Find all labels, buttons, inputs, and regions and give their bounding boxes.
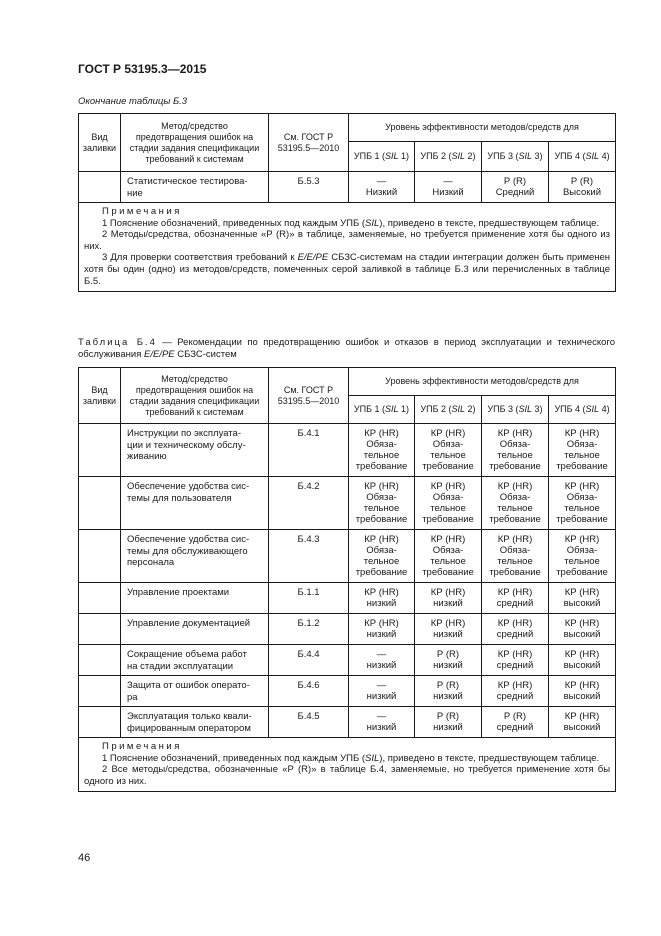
table-row (79, 583, 616, 614)
method-cell: Управление проектами (121, 583, 269, 614)
fill-cell (79, 172, 121, 203)
ref-cell: Б.4.6 (269, 676, 349, 707)
value-cell: КР (HR) средний (482, 676, 549, 707)
value-cell: КР (HR) высокий (549, 583, 616, 614)
header-fill: Вид заливки (79, 114, 121, 172)
value-cell: КР (HR) Обяза- тельное требование (549, 424, 616, 477)
table-row (79, 614, 616, 645)
value-cell: КР (HR) Обяза- тельное требование (549, 530, 616, 583)
table-row (79, 424, 616, 477)
page-number: 46 (78, 852, 91, 864)
header-method: Метод/средство предотвращения ошибок на стадии задания спецификации требований к системам (121, 114, 269, 172)
value-cell: КР (HR) Обяза- тельное требование (415, 477, 482, 530)
value-cell: КР (HR) низкий (349, 614, 415, 645)
method-cell: Статистическое тестирова- ние (121, 172, 269, 203)
header-levels-group: Уровень эффективности методов/средств для (349, 368, 616, 396)
note-3: 3 Для проверки соответствия требований к Е/Е/РЕ СБЗС-системам на стадии интеграции должен быть применен хотя бы один (одно) из методов/средств, помеченных серой заливкой в таблице Б.3 или перечисленных в таблице Б.5. (84, 252, 611, 287)
ref-cell: Б.4.1 (269, 424, 349, 477)
header-level-1: УПБ 1 (SIL 1) (349, 396, 415, 424)
value-cell: Р (R) Высокий (549, 172, 616, 203)
notes-heading: Примечания (102, 206, 182, 217)
table-row (79, 530, 616, 583)
value-cell: КР (HR) средний (482, 583, 549, 614)
value-cell: КР (HR) Обяза- тельное требование (482, 477, 549, 530)
header-fill: Вид заливки (79, 368, 121, 424)
method-cell: Управление документацией (121, 614, 269, 645)
value-cell: КР (HR) Обяза- тельное требование (349, 477, 415, 530)
ref-cell: Б.1.1 (269, 583, 349, 614)
table-row (79, 676, 616, 707)
method-cell: Защита от ошибок операто- ра (121, 676, 269, 707)
header-level-2: УПБ 2 (SIL 2) (415, 142, 482, 172)
value-cell: Р (R) средний (482, 707, 549, 738)
value-cell: КР (HR) низкий (349, 583, 415, 614)
value-cell: Р (R) Средний (482, 172, 549, 203)
value-cell: — низкий (349, 645, 415, 676)
document-title: ГОСТ Р 53195.3—2015 (78, 62, 207, 76)
value-cell: КР (HR) Обяза- тельное требование (549, 477, 616, 530)
value-cell: КР (HR) Обяза- тельное требование (349, 530, 415, 583)
table-b3-end (78, 113, 616, 292)
header-level-3: УПБ 3 (SIL 3) (482, 142, 549, 172)
header-level-4: УПБ 4 (SIL 4) (549, 396, 616, 424)
value-cell: КР (HR) Обяза- тельное требование (415, 424, 482, 477)
method-cell: Обеспечение удобства сис- темы для пользователя (121, 477, 269, 530)
header-level-4: УПБ 4 (SIL 4) (549, 142, 616, 172)
fill-cell (79, 707, 121, 738)
header-levels-group: Уровень эффективности методов/средств для (349, 114, 616, 142)
header-level-2: УПБ 2 (SIL 2) (415, 396, 482, 424)
value-cell: КР (HR) высокий (549, 614, 616, 645)
table-b4-caption: Таблица Б.4 — Рекомендации по предотвращению ошибок и отказов в период эксплуатации и технического обслуживания Е/Е/РЕ СБЗС-систем (78, 337, 616, 360)
value-cell: КР (HR) высокий (549, 645, 616, 676)
table-b3-notes (79, 203, 616, 292)
value-cell: КР (HR) Обяза- тельное требование (482, 424, 549, 477)
value-cell: — низкий (349, 707, 415, 738)
fill-cell (79, 530, 121, 583)
header-level-1: УПБ 1 (SIL 1) (349, 142, 415, 172)
table-row (79, 172, 616, 203)
value-cell: — низкий (349, 676, 415, 707)
fill-cell (79, 614, 121, 645)
table-row (79, 707, 616, 738)
value-cell: Р (R) низкий (415, 707, 482, 738)
value-cell: КР (HR) высокий (549, 676, 616, 707)
header-level-3: УПБ 3 (SIL 3) (482, 396, 549, 424)
note-1: 1 Пояснение обозначений, приведенных под каждым УПБ (SIL), приведено в тексте, предшествующем таблице. (102, 752, 600, 764)
fill-cell (79, 645, 121, 676)
value-cell: КР (HR) высокий (549, 707, 616, 738)
note-2: 2 Методы/средства, обозначенные «Р (R)» в таблице, заменяемые, но требуется применение хотя бы одного из них. (84, 229, 611, 252)
header-method: Метод/средство предотвращения ошибок на стадии задания спецификации требований к системам (121, 368, 269, 424)
fill-cell (79, 424, 121, 477)
notes-heading: Примечания (102, 741, 182, 752)
ref-cell: Б.5.3 (269, 172, 349, 203)
value-cell: КР (HR) средний (482, 614, 549, 645)
value-cell: Р (R) низкий (415, 645, 482, 676)
fill-cell (79, 583, 121, 614)
table-b4 (78, 367, 616, 792)
value-cell: КР (HR) низкий (415, 614, 482, 645)
value-cell: КР (HR) Обяза- тельное требование (482, 530, 549, 583)
value-cell: КР (HR) средний (482, 645, 549, 676)
value-cell: Р (R) низкий (415, 676, 482, 707)
note-2: 2 Все методы/средства, обозначенные «Р (R)» в таблице Б.4, заменяемые, но требуется применение хотя бы одного из них. (84, 764, 611, 787)
ref-cell: Б.4.5 (269, 707, 349, 738)
note-1: 1 Пояснение обозначений, приведенных под каждым УПБ (SIL), приведено в тексте, предшествующем таблице. (102, 217, 600, 229)
table-row (79, 477, 616, 530)
method-cell: Инструкции по эксплуата- ции и техническому обслу- живанию (121, 424, 269, 477)
header-ref: См. ГОСТ Р 53195.5—2010 (269, 368, 349, 424)
fill-cell (79, 477, 121, 530)
ref-cell: Б.4.4 (269, 645, 349, 676)
value-cell: — Низкий (349, 172, 415, 203)
table-b3-caption: Окончание таблицы Б.3 (78, 96, 188, 107)
value-cell: КР (HR) Обяза- тельное требование (415, 530, 482, 583)
ref-cell: Б.4.3 (269, 530, 349, 583)
value-cell: — Низкий (415, 172, 482, 203)
method-cell: Эксплуатация только квали- фицированным оператором (121, 707, 269, 738)
ref-cell: Б.1.2 (269, 614, 349, 645)
table-b4-notes (79, 738, 616, 792)
method-cell: Сокращение объема работ на стадии эксплуатации (121, 645, 269, 676)
method-cell: Обеспечение удобства сис- темы для обслуживающего персонала (121, 530, 269, 583)
value-cell: КР (HR) Обяза- тельное требование (349, 424, 415, 477)
ref-cell: Б.4.2 (269, 477, 349, 530)
value-cell: КР (HR) низкий (415, 583, 482, 614)
table-row (79, 645, 616, 676)
fill-cell (79, 676, 121, 707)
header-ref: См. ГОСТ Р 53195.5—2010 (269, 114, 349, 172)
